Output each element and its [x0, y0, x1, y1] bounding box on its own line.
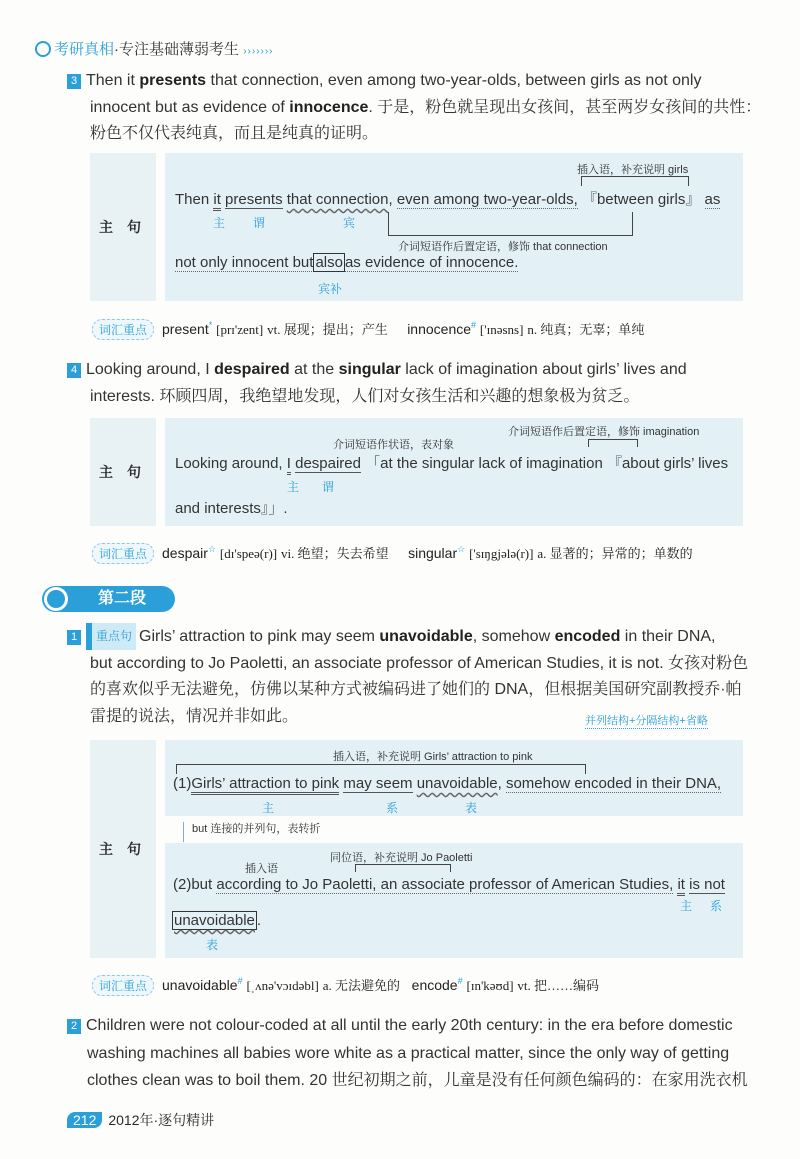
analysis-line: (1)Girls’ attraction to pink may seem unavoidable, somehow encoded in their DNA, [173, 775, 721, 792]
grammar-role-label: 宾 [343, 216, 356, 230]
page-footer: 212 2012年·逐句精讲 [67, 1110, 214, 1130]
analysis-line: (2)but according to Jo Paoletti, an associate professor of American Studies, it is not [173, 876, 725, 893]
sentence-2: 2 Children were not colour-coded at all until the early 20th century: in the era before domestic washing machines all babies wore white as a practical matter, since the only way of getting clothes clean was to boil them. 20 世纪初期之前，儿童是没有任何颜色编码的：在家用洗衣机 [67, 1012, 748, 1095]
grammar-role-label: 系 [386, 801, 399, 815]
analysis-line: unavoidable . [174, 912, 262, 929]
grammar-role-label: 谓 [253, 216, 266, 230]
vocab-row: 词汇重点 unavoidable# [ˌʌnə'vɔɪdəbl] a. 无法避免的 encode# [ɪn'kəʊd] vt. 把……编码 [92, 975, 599, 996]
grammar-role-label: 表 [206, 938, 219, 952]
vocab-row: 词汇重点 present* [prɪ'zent] vt. 展现；提出；产生 innocence# ['ɪnəsns] n. 纯真；无辜；单纯 [92, 319, 644, 340]
grammar-role-label: 主 [262, 801, 275, 815]
sentence-number: 3 [67, 74, 81, 89]
grammar-role-label: 宾补 [318, 282, 343, 296]
main-clause-label: 主句 [90, 740, 156, 958]
page-number: 212 [67, 1112, 102, 1128]
sentence-1: 1 重点句 Girls’ attraction to pink may seem unavoidable, somehow encoded in their DNA, but according to Jo Paoletti, an associate professor of American Studies, it is not. 女孩对粉色 的喜欢似乎无法避免，仿佛以某种方式被编码进了她们的 DNA，但根据美国研究副教授乔·帕 雷提的说法，情况并非如此。 [67, 623, 748, 730]
arrows-icon: ››››››› [243, 46, 274, 57]
vocab-row: 词汇重点 despair☆ [dɪ'speə(r)] vi. 绝望；失去希望 singular☆ ['sɪŋgjələ(r)] a. 显著的；异常的；单数的 [92, 543, 693, 564]
analysis-line: Then it presents that connection, even among two-year-olds, 『between girls』 as [175, 188, 720, 209]
main-clause-label: 主句 [90, 153, 156, 301]
annotation-bracket [588, 439, 638, 447]
grammar-role-label: 主 [287, 480, 300, 494]
search-logo-icon [35, 41, 51, 57]
annotation-bracket [388, 212, 633, 236]
search-logo-icon [44, 587, 68, 611]
annotation: 插入语，补充说明 girls [577, 164, 689, 176]
grammar-role-label: 谓 [322, 480, 335, 494]
sentence-4: 4 Looking around, I despaired at the singular lack of imagination about girls’ lives and interests. 环顾四周，我绝望地发现，人们对女孩生活和兴趣的想象极为贫乏。 [67, 357, 687, 410]
section-heading: 第二段 [42, 586, 175, 612]
analysis-line: Looking around, I despaired 「at the singular lack of imagination 『about girls’ lives [175, 452, 728, 473]
running-header: 考研真相·专注基础薄弱考生 ››››››› [35, 38, 274, 59]
sentence-3: 3 Then it presents that connection, even among two-year-olds, between girls as not only innocent but as evidence of innocence. 于是，粉色就呈现出女孩间，甚至两岁女孩间的共性： 粉色不仅代表纯真，而且是纯真的证明。 [67, 68, 761, 148]
structure-tag: 并列结构+分隔结构+省略 [585, 712, 708, 729]
analysis-line: not only innocent but also as evidence of innocence. [175, 254, 519, 271]
grammar-role-label: 表 [465, 801, 478, 815]
grammar-role-label: 系 [710, 899, 723, 913]
grammar-role-label: 主 [680, 899, 693, 913]
grammar-role-label: 主 [213, 216, 226, 230]
key-sentence-flag: 重点句 [86, 623, 136, 650]
annotation-bracket [176, 764, 586, 774]
annotation-bracket [355, 864, 451, 872]
main-clause-label: 主句 [90, 418, 156, 526]
annotation-bracket [581, 176, 689, 186]
